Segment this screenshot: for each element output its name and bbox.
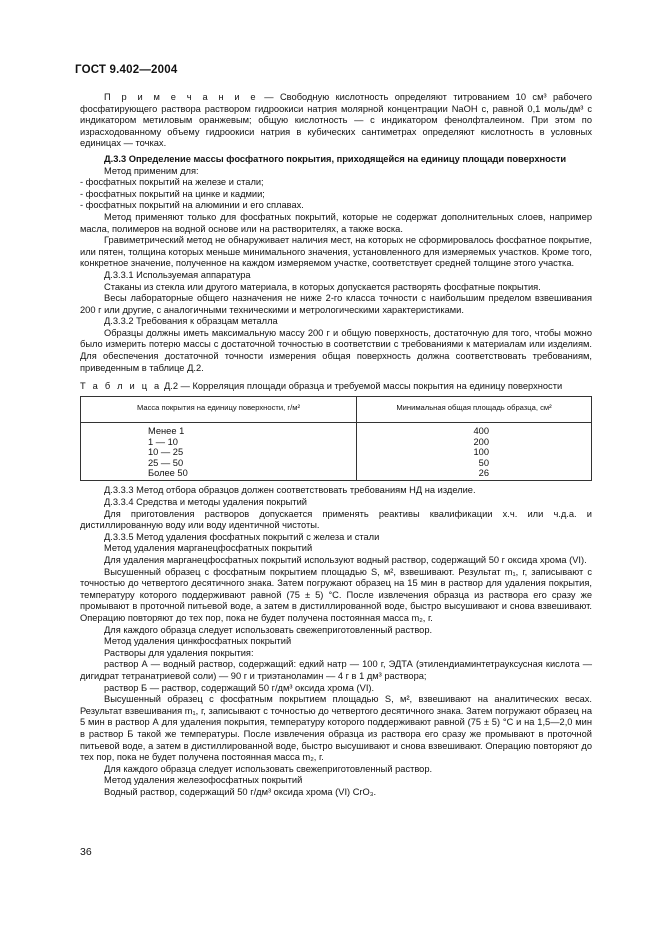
note-paragraph — [80, 92, 592, 150]
table-cell-area: 400 — [473, 426, 489, 437]
subsection-heading-d331: Д.3.3.1 Используемая аппаратура — [104, 269, 251, 280]
table-caption — [80, 381, 592, 393]
table-caption-lead: Т а б л и ц а — [80, 381, 162, 392]
paragraph: Метод применим для: — [104, 165, 199, 176]
table-cell-mass: Менее 1 — [148, 426, 185, 437]
note-text: — Свободную кислотность определяют титрованием 10 см³ рабочего фосфатирующего раствора раствором гидроокиси натрия молярной концентрации NaOH c, равной 0,1 моль/дм³ с индикатором метиловым оранжевым; общую кислотность — с индикатором фенолфталеином. При этом по израсходованному объему гидроокиси натрия в кубических сантиметрах определяют кислотность в условных единицах — точках. — [80, 92, 593, 149]
page-number: 36 — [80, 846, 92, 858]
paragraph: Гравиметрический метод не обнаруживает наличия мест, на которых не сформировалось фосфатное покрытие, или пятен, толщина которых меньше минимального значения, установленного для измеряемых участков. Кроме того, конкретное значение, полученное на каждом измеряемом участке, соответствует средней толщине этого участка. — [80, 235, 592, 269]
method-title: Метод удаления марганецфосфатных покрытий — [104, 543, 313, 554]
note-lead: П р и м е ч а н и е — [104, 92, 258, 102]
list-item: - фосфатных покрытий на алюминии и его сплавах. — [80, 200, 304, 211]
paragraph: Для удаления марганецфосфатных покрытий используют водный раствор, содержащий 50 г оксида хрома (VI). — [104, 555, 587, 566]
paragraph: Водный раствор, содержащий 50 г/дм³ оксида хрома (VI) CrO₃. — [104, 786, 377, 797]
subsection-heading-d332: Д.3.3.2 Требования к образцам металла — [104, 316, 278, 327]
list-item: - фосфатных покрытий на железе и стали; — [80, 177, 264, 188]
paragraph: Весы лабораторные общего назначения не ниже 2-го класса точности с наибольшим пределом взвешивания 200 г или другие, с аналогичными техническими и метрологическими характеристиками. — [80, 293, 592, 315]
table-cell-area-column — [356, 423, 591, 481]
method-title: Метод удаления железофосфатных покрытий — [104, 775, 303, 786]
table-cell-area: 50 — [478, 457, 489, 468]
table-cell-area: 26 — [478, 468, 489, 479]
paragraph: Для приготовления растворов допускается применять реактивы квалификации х.ч. или ч.д.а. и дистиллированную воду или воду идентичной чистоты. — [80, 508, 592, 531]
table-caption-text: Д.2 — Корреляция площади образца и требуемой массы покрытия на единицу поверхности — [161, 381, 563, 392]
table-cell-mass: Более 50 — [148, 468, 188, 479]
method-title: Метод удаления цинкфосфатных покрытий — [104, 636, 292, 647]
table-header-area: Минимальная общая площадь образца, см² — [356, 396, 591, 423]
list-item: - фосфатных покрытий на цинке и кадмии; — [80, 188, 265, 199]
table-cell-area: 200 — [473, 436, 489, 447]
subsection-heading-d335: Д.3.3.5 Метод удаления фосфатных покрытий с железа и стали — [104, 531, 380, 542]
table-header-mass: Масса покрытия на единицу поверхности, г/м² — [81, 396, 357, 423]
paragraph: Растворы для удаления покрытия: — [104, 647, 254, 658]
table-cell-area: 100 — [473, 447, 489, 458]
paragraph: раствор Б — раствор, содержащий 50 г/дм³ оксида хрома (VI). — [104, 682, 375, 693]
paragraph: Для каждого образца следует использовать свежеприготовленный раствор. — [104, 624, 433, 635]
paragraph: Метод применяют только для фосфатных покрытий, которые не содержат дополнительных слоев, например масла, полимеров на водной основе или на растворителях, а также воска. — [80, 211, 592, 234]
paragraph: Высушенный образец с фосфатным покрытием площадью S, м², взвешивают на аналитических весах. Результат взвешивания m₁, г, записывают с точностью до четвертого десятичного знака. Затем погружают образец на 5 мин в раствор А для удаления покрытия, температуру которого поддерживают равной (75 ± 5) °С и на 1,5—2,0 мин в раствор Б такой же температуры. После извлечения образца из раствора его сразу же промывают в проточной питьевой воде, а затем в дистиллированной воде, быстро высушивают и снова взвешивают. Операцию повторяют до тех пор, пока не будет получена постоянная масса m₂, г. — [80, 694, 592, 763]
paragraph: Образцы должны иметь максимальную массу 200 г и общую поверхность, достаточную для того, чтобы можно было измерить потерю массы с достаточной точностью в соответствии с требованиями к материалам или изделиям. Для обеспечения достаточной точности измерения общая поверхность должна соответствовать требованиям, приведенным в таблице Д.2. — [80, 327, 592, 373]
paragraph: раствор А — водный раствор, содержащий: едкий натр — 100 г, ЭДТА (этилендиаминтетрауксусная кислота — дигидрат тетранатриевой соли) — 90 г и триэтаноламин — 4 г в 1 дм³ раствора; — [80, 659, 592, 681]
document-body — [80, 92, 592, 799]
table-d2 — [80, 396, 592, 482]
table-cell-mass-column — [81, 423, 357, 481]
paragraph: Для каждого образца следует использовать свежеприготовленный раствор. — [104, 763, 433, 774]
paragraph: Д.3.3.3 Метод отбора образцов должен соответствовать требованиям НД на изделие. — [104, 485, 476, 496]
paragraph: Стаканы из стекла или другого материала, в которых допускается растворять фосфатные покрытия. — [104, 281, 541, 292]
table-body-row — [81, 423, 592, 481]
paragraph: Высушенный образец с фосфатным покрытием площадью S, м², взвешивают. Результат m₁, г, записывают с точностью до четвертого десятичного знака. Затем погружают образец на 15 мин в раствор для удаления покрытия, температуру которого поддерживают равной (75 ± 5) °С. После извлечения образца из раствора его сразу же промывают в проточной питьевой воде, а затем в дистиллированной воде, быстро высушивают и снова взвешивают. Операцию повторяют до тех пор, пока не будет получена постоянная масса m₂, г. — [80, 566, 592, 623]
subsection-heading-d334: Д.3.3.4 Средства и методы удаления покрытий — [104, 497, 307, 508]
section-heading-d33: Д.3.3 Определение массы фосфатного покрытия, приходящейся на единицу площади поверхности — [104, 153, 567, 164]
document-header: ГОСТ 9.402—2004 — [75, 64, 178, 76]
table-cell-mass: 25 — 50 — [148, 457, 184, 468]
table-cell-mass: 1 — 10 — [148, 436, 178, 447]
table-cell-mass: 10 — 25 — [148, 447, 184, 458]
